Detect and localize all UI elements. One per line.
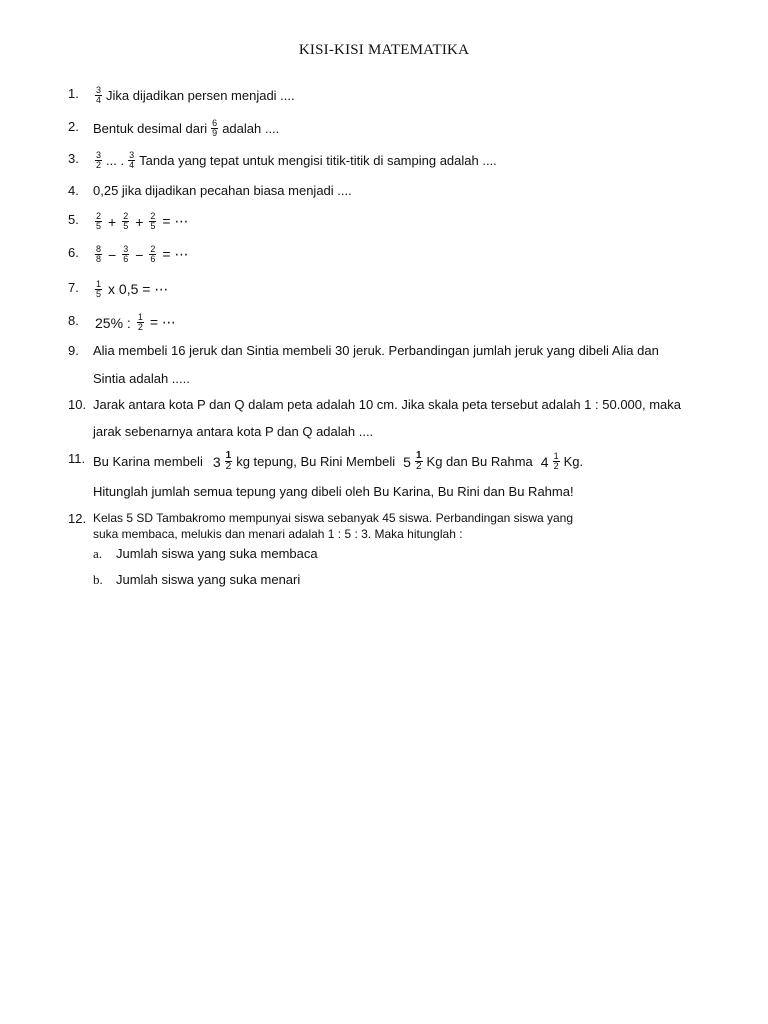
question-text: Kg. xyxy=(563,454,584,469)
fraction: $\frac{2}{5}$ xyxy=(150,211,156,231)
sub-question-text: Jumlah siswa yang suka membaca xyxy=(116,546,318,561)
question-number: 1. xyxy=(68,86,79,101)
fraction: $\frac{1}{2}$ xyxy=(415,450,422,472)
question-text: Alia membeli 16 jeruk dan Sintia membeli 30 jeruk. Perbandingan jumlah jeruk yang dibeli Alia dan xyxy=(93,343,659,358)
question-text: suka membaca, melukis dan menari adalah 1 : 5 : 3. Maka hitunglah : xyxy=(93,527,463,541)
blank-dots: ... . xyxy=(106,153,125,168)
fraction: $\frac{1}{2}$ xyxy=(553,451,559,471)
question-text: Bu Karina membeli xyxy=(93,454,203,469)
question-number: 9. xyxy=(68,343,79,358)
fraction: $\frac{6}{9}$ xyxy=(212,118,218,138)
mixed-whole: 3 xyxy=(212,453,221,470)
question-number: 5. xyxy=(68,212,79,227)
question-text: 25% : xyxy=(95,314,131,331)
question-text: Kg dan Bu Rahma xyxy=(426,454,533,469)
equals: = ⋯ xyxy=(162,246,189,262)
operator: − xyxy=(135,246,144,263)
fraction: $\frac{2}{5}$ xyxy=(123,211,129,231)
sub-question-letter: b. xyxy=(93,572,103,587)
question-text: Jarak antara kota P dan Q dalam peta adalah 10 cm. Jika skala peta tersebut adalah 1 : 50.000, maka xyxy=(93,397,682,412)
fraction: $\frac{1}{2}$ xyxy=(137,312,143,332)
question-text: kg tepung, Bu Rini Membeli xyxy=(236,454,396,469)
question-text: Tanda yang tepat untuk mengisi titik-titik di samping adalah .... xyxy=(139,153,497,168)
sub-question-text: Jumlah siswa yang suka menari xyxy=(116,572,301,587)
equals: = ⋯ xyxy=(162,213,189,229)
fraction: $\frac{2}{6}$ xyxy=(150,244,156,264)
question-number: 3. xyxy=(68,151,79,166)
operator: + xyxy=(108,213,117,230)
question-number: 10. xyxy=(68,397,87,412)
question-text: x 0,5 = ⋯ xyxy=(108,281,169,297)
operator: − xyxy=(108,246,117,263)
sub-question-letter: a. xyxy=(93,546,103,561)
question-text: Sintia adalah ..... xyxy=(93,371,190,386)
fraction: $\frac{1}{5}$ xyxy=(96,279,102,299)
question-text: Bentuk desimal dari xyxy=(93,121,208,136)
equals: = ⋯ xyxy=(149,314,176,330)
operator: + xyxy=(135,213,144,230)
question-text: jarak sebenarnya antara kota P dan Q adalah .... xyxy=(93,424,374,439)
question-number: 8. xyxy=(68,313,79,328)
fraction: $\frac{3}{2}$ xyxy=(96,150,102,170)
question-number: 11. xyxy=(68,451,86,466)
question-number: 7. xyxy=(68,280,79,295)
question-text: Jika dijadikan persen menjadi .... xyxy=(106,88,295,103)
fraction: $\frac{3}{6}$ xyxy=(123,244,129,264)
mixed-whole: 4 xyxy=(540,453,549,470)
question-number: 12. xyxy=(68,511,87,526)
fraction: $\frac{3}{4}$ xyxy=(96,85,102,105)
question-text: Hitunglah jumlah semua tepung yang dibeli oleh Bu Karina, Bu Rini dan Bu Rahma! xyxy=(93,484,574,499)
question-text: adalah .... xyxy=(222,121,280,136)
fraction: $\frac{3}{4}$ xyxy=(129,150,135,170)
question-number: 2. xyxy=(68,119,79,134)
fraction: $\frac{2}{5}$ xyxy=(96,211,102,231)
question-text: Kelas 5 SD Tambakromo mempunyai siswa sebanyak 45 siswa. Perbandingan siswa yang xyxy=(93,511,574,525)
page-title: KISI-KISI MATEMATIKA xyxy=(298,42,470,58)
question-text: 0,25 jika dijadikan pecahan biasa menjadi .... xyxy=(93,183,352,198)
fraction: $\frac{8}{8}$ xyxy=(96,244,102,264)
question-number: 4. xyxy=(68,183,79,198)
question-number: 6. xyxy=(68,245,79,260)
mixed-whole: 5 xyxy=(403,453,411,470)
fraction: $\frac{1}{2}$ xyxy=(225,450,232,472)
